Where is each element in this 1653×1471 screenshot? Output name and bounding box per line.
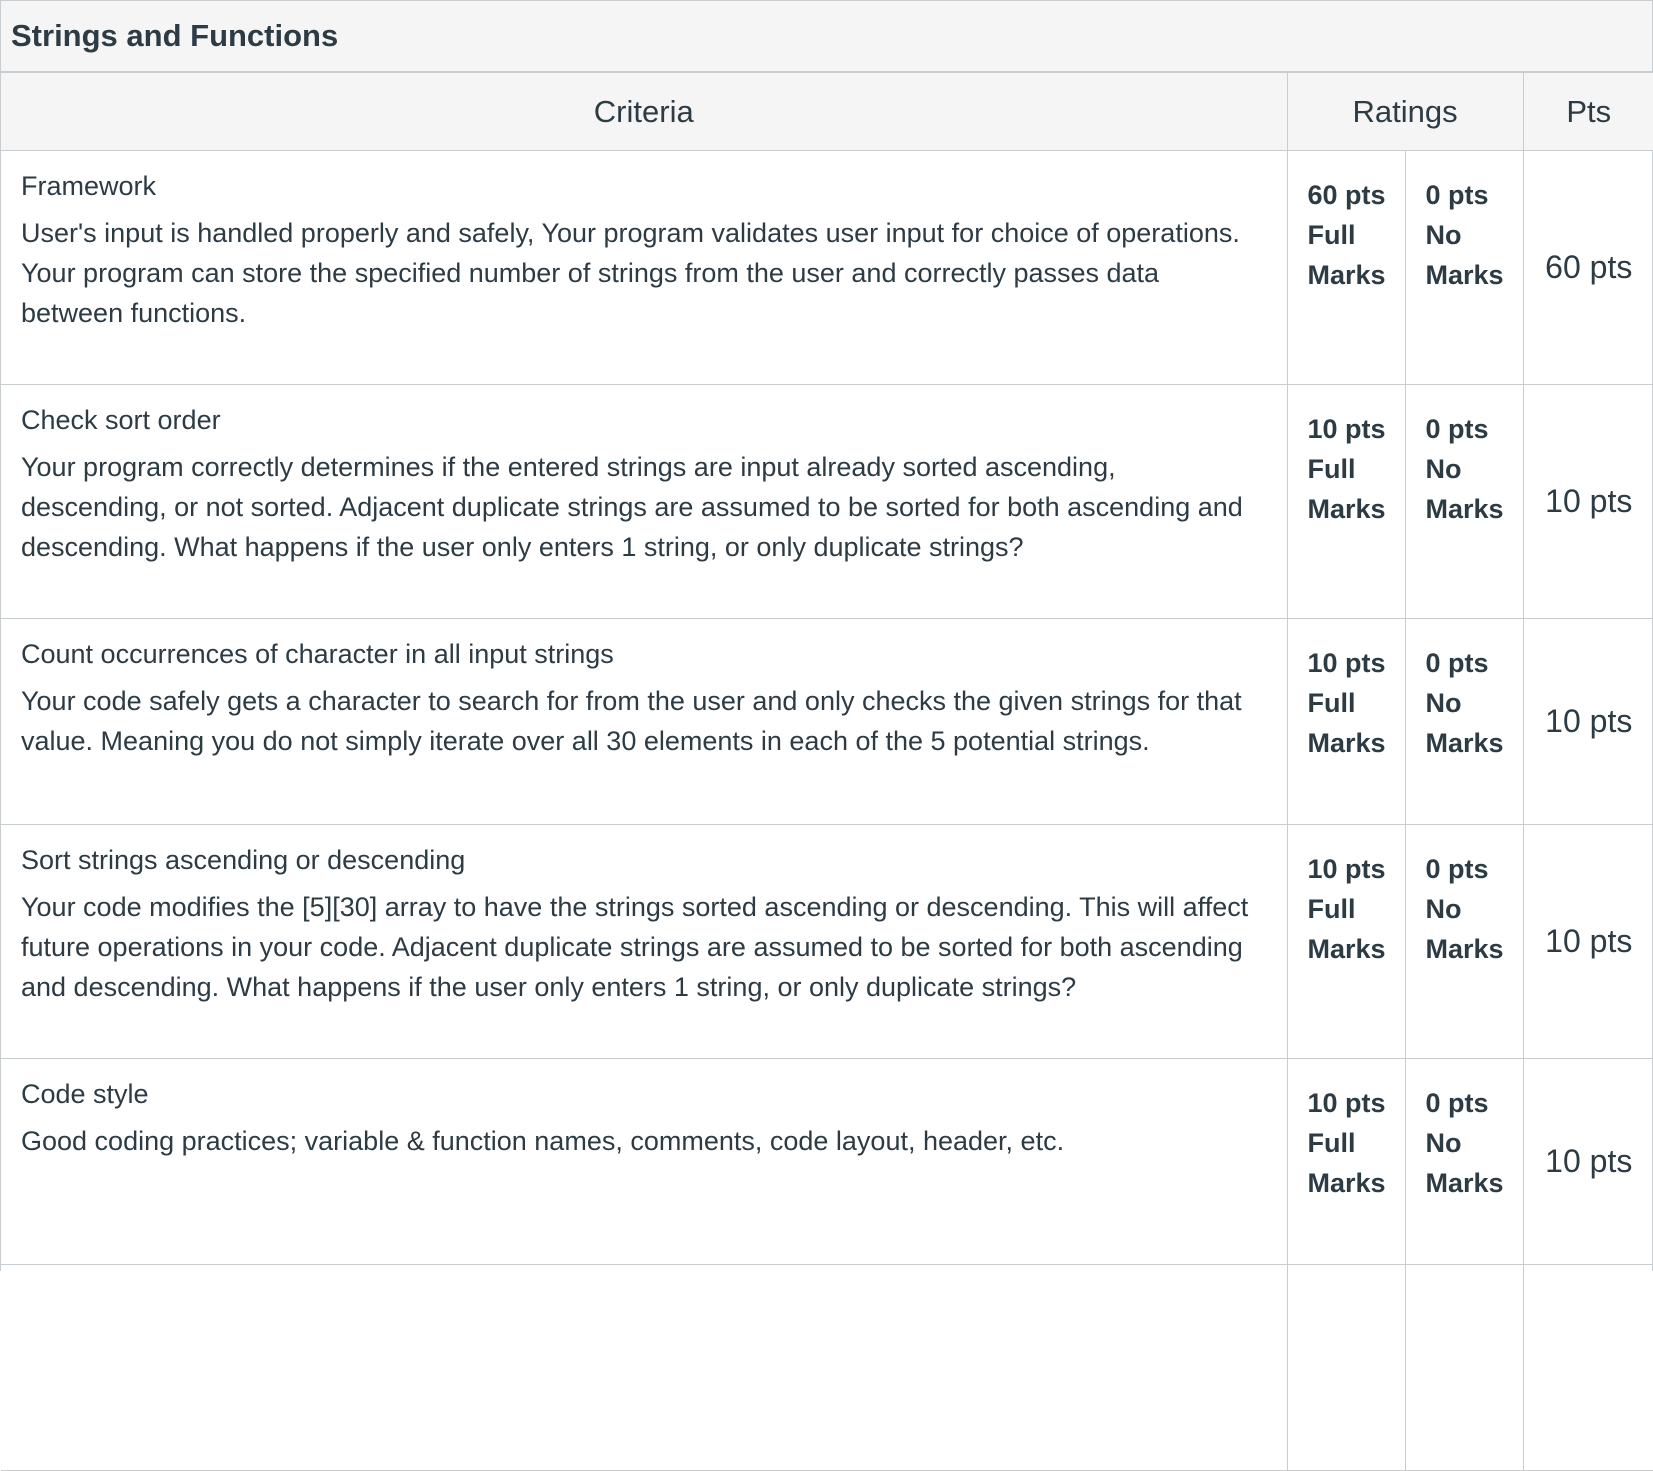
rating-no-marks[interactable] — [1405, 151, 1523, 385]
criterion-points: 10 pts — [1523, 1059, 1653, 1265]
rubric-table — [1, 72, 1653, 1471]
rating-points: 10 pts — [1307, 648, 1386, 678]
rating-points: 10 pts — [1307, 414, 1386, 444]
rating-no-marks[interactable] — [1405, 619, 1523, 825]
criterion-row-code-style — [1, 1059, 1653, 1265]
rubric-header-row — [1, 73, 1653, 151]
criterion-points — [1523, 1265, 1653, 1471]
rating-description: No Marks — [1425, 894, 1504, 964]
rating-description: Full Marks — [1307, 688, 1386, 758]
rating-description: No Marks — [1425, 454, 1504, 524]
criterion-description: User's input is handled properly and safely, Your program validates user input for choice of operations. Your program can store the specified number of strings from the user and correctly passes data between functions. — [21, 218, 1240, 328]
criterion-description: Your program correctly determines if the entered strings are input already sorted ascending, descending, or not sorted. Adjacent duplicate strings are assumed to be sorted for both ascending and descending. What happens if the user only enters 1 string, or only duplicate strings? — [21, 452, 1243, 562]
rating-points: 10 pts — [1307, 854, 1386, 884]
rating-points: 0 pts — [1425, 648, 1489, 678]
rating-cell — [1405, 1265, 1523, 1471]
criterion-description: Your code safely gets a character to search for from the user and only checks the given strings for that value. Meaning you do not simply iterate over all 30 elements in each of the 5 potential strings. — [21, 686, 1242, 756]
criterion-title: Sort strings ascending or descending — [21, 845, 466, 875]
criterion-row-framework — [1, 151, 1653, 385]
rating-description: Full Marks — [1307, 1128, 1386, 1198]
rating-points: 0 pts — [1425, 414, 1489, 444]
criterion-points: 10 pts — [1523, 385, 1653, 619]
criterion-title: Code style — [21, 1079, 149, 1109]
rating-points: 0 pts — [1425, 1088, 1489, 1118]
criterion-points: 60 pts — [1523, 151, 1653, 385]
criterion-title: Check sort order — [21, 405, 221, 435]
rating-no-marks[interactable] — [1405, 385, 1523, 619]
criterion-points: 10 pts — [1523, 825, 1653, 1059]
rating-points: 0 pts — [1425, 180, 1489, 210]
rating-no-marks[interactable] — [1405, 825, 1523, 1059]
rating-full-marks[interactable] — [1287, 1059, 1405, 1265]
rating-description: Full Marks — [1307, 220, 1386, 290]
criterion-row-count-occurrences — [1, 619, 1653, 825]
rating-full-marks[interactable] — [1287, 825, 1405, 1059]
rating-cell — [1287, 1265, 1405, 1471]
rating-description: No Marks — [1425, 688, 1504, 758]
rating-no-marks[interactable] — [1405, 1059, 1523, 1265]
criterion-title: Framework — [21, 171, 157, 201]
rating-description: Full Marks — [1307, 894, 1386, 964]
rating-points: 10 pts — [1307, 1088, 1386, 1118]
criterion-cell — [1, 1265, 1287, 1471]
rating-full-marks[interactable] — [1287, 619, 1405, 825]
pts-header: Pts — [1523, 73, 1653, 151]
criterion-cell — [1, 151, 1287, 385]
criterion-row-check-sort-order — [1, 385, 1653, 619]
rating-points: 0 pts — [1425, 854, 1489, 884]
rating-points: 60 pts — [1307, 180, 1386, 210]
rating-description: Full Marks — [1307, 454, 1386, 524]
criterion-title: Count occurrences of character in all input strings — [21, 639, 614, 669]
criterion-description: Good coding practices; variable & function names, comments, code layout, header, etc. — [21, 1126, 1065, 1156]
rubric-title: Strings and Functions — [1, 0, 1652, 72]
ratings-header: Ratings — [1287, 73, 1523, 151]
criteria-header: Criteria — [1, 73, 1287, 151]
criterion-row-sort-strings — [1, 825, 1653, 1059]
rating-description: No Marks — [1425, 1128, 1504, 1198]
criterion-row-next — [1, 1265, 1653, 1471]
criterion-cell — [1, 1059, 1287, 1265]
criterion-cell — [1, 385, 1287, 619]
rating-description: No Marks — [1425, 220, 1504, 290]
criterion-cell — [1, 825, 1287, 1059]
rating-full-marks[interactable] — [1287, 151, 1405, 385]
criterion-description: Your code modifies the [5][30] array to have the strings sorted ascending or descending. This will affect future operations in your code. Adjacent duplicate strings are assumed to be sorted for both ascending and descending. What happens if the user only enters 1 string, or only duplicate strings? — [21, 892, 1249, 1002]
rating-full-marks[interactable] — [1287, 385, 1405, 619]
criterion-points: 10 pts — [1523, 619, 1653, 825]
criterion-cell — [1, 619, 1287, 825]
